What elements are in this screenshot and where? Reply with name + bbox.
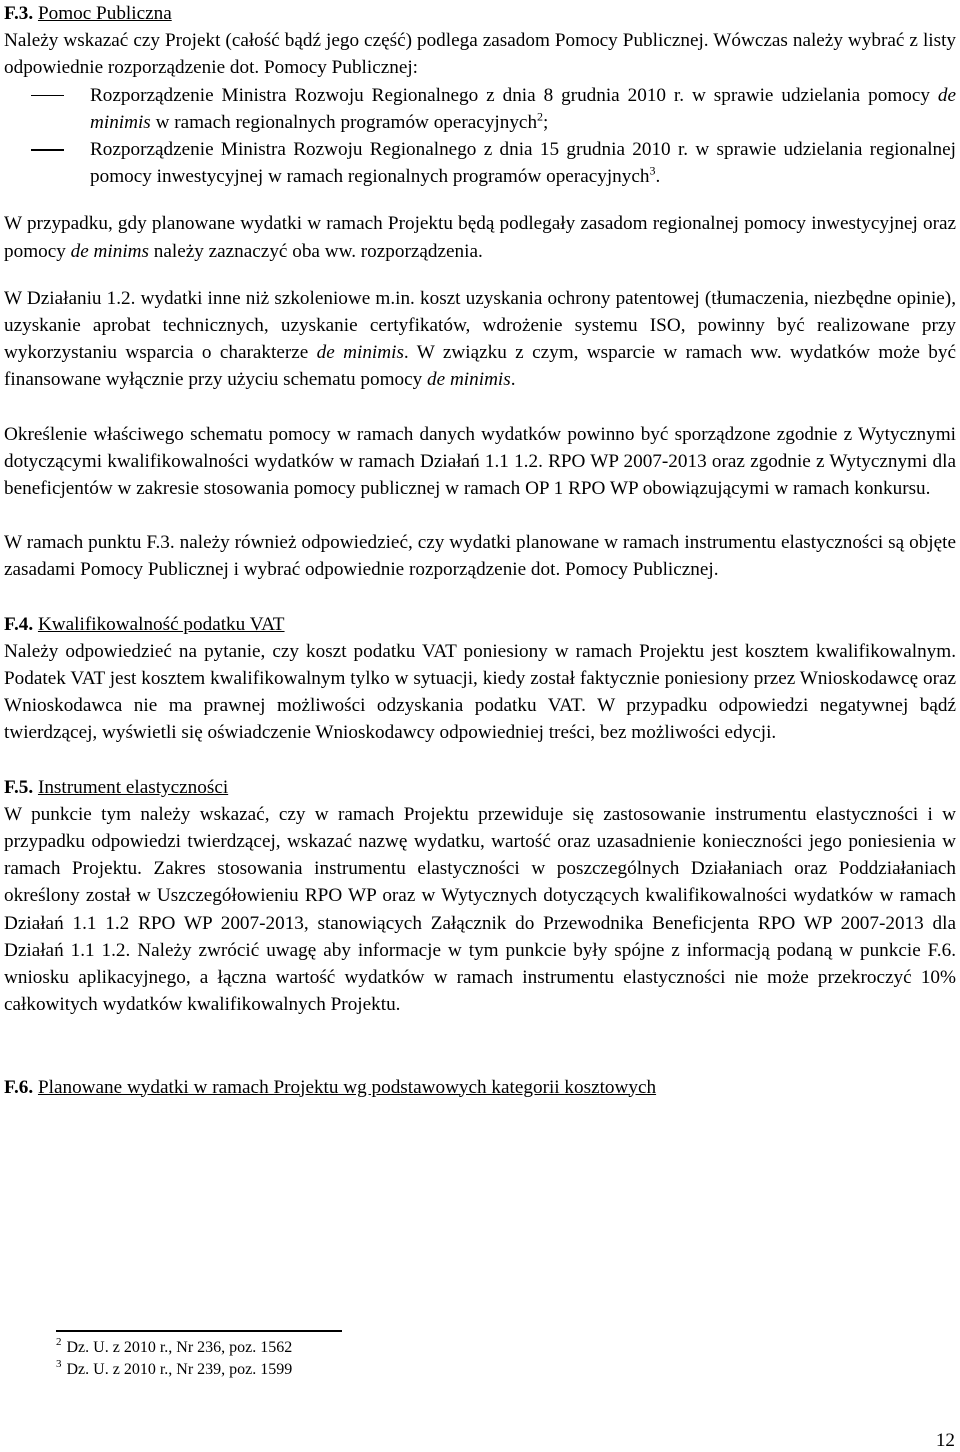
regulation-text: Rozporządzenie Ministra Rozwoju Regionalnego z dnia 15 grudnia 2010 r. w sprawie udzielania regionalnej pomocy inwestycyjnej w ramach regionalnych programów operacyjnych — [90, 139, 956, 188]
footnote-rule — [56, 1330, 342, 1332]
section-f5-body: W punkcie tym należy wskazać, czy w ramach Projektu przewiduje się zastosowanie instrumentu elastyczności i w przypadku odpowiedzi twierdzącej, wskazać nazwę wydatku, wartość oraz uzasadnienie konieczności jego poniesienia w ramach Projektu. Zakres stosowania instrumentu elastyczności w poszczególnych Działaniach oraz Poddziałaniach określony został w Uszczegółowieniu RPO WP oraz w Wytycznych dotyczących kwalifikowalności wydatków w ramach Działań 1.1 1.2 RPO WP 2007-2013, stanowiących Załącznik do Przewodnika Beneficjenta RPO WP 2007-2013 dla Działań 1.1 1.2. Należy zwrócić uwagę aby informacje w tym punkcie były spójne z informacją podaną w punkcie F.6. wniosku aplikacyjnego, a łączna wartość wydatków w ramach instrumentu elastyczności nie może przekroczyć 10% całkowitych wydatków kwalifikowalnych Projektu. — [4, 803, 956, 1016]
section-f5-title: Instrument elastyczności — [37, 776, 229, 798]
regulation-list — [4, 82, 956, 191]
section-f4-title: Kwalifikowalność podatku VAT — [37, 613, 285, 635]
section-f3-intro: Należy wskazać czy Projekt (całość bądź jego część) podlega zasadom Pomocy Publicznej. Wówczas należy wybrać z listy odpowiednie rozporządzenie dot. Pomocy Publicznej: — [4, 30, 956, 79]
section-f5-number: F.5. — [4, 776, 34, 798]
section-f3-number: F.3. — [4, 3, 34, 24]
footnote-text: Dz. U. z 2010 r., Nr 239, poz. 1599 — [66, 1360, 293, 1378]
paragraph-text: . W związku z czym, wsparcie w ramach ww. wydatków może być finansowane wyłącznie przy użyciu schematu pomocy — [4, 342, 956, 391]
section-f6-title: Planowane wydatki w ramach Projektu wg podstawowych kategorii kosztowych — [37, 1076, 657, 1098]
regulation-italic: de minimis — [90, 84, 956, 133]
regulation-end: ; — [543, 111, 549, 133]
footnote-number: 2 — [56, 1336, 62, 1349]
section-f3-title: Pomoc Publiczna — [37, 3, 172, 24]
section-f4-body: Należy odpowiedzieć na pytanie, czy koszt podatku VAT poniesiony w ramach Projektu jest kosztem kwalifikowalnym. Podatek VAT jest kosztem kwalifikowalnym tylko w sytuacji, kiedy został faktycznie poniesiony przez Wnioskodawcę oraz Wnioskodawca nie ma prawnej możliwości odzyskania podatku VAT. W przypadku odpowiedzi negatywnej bądź twierdzącej, wyświetli się oświadczenie Wnioskodawcy odpowiedniej treści, bez możliwości edycji. — [4, 640, 956, 744]
section-f4-number: F.4. — [4, 613, 34, 635]
section-f5-heading — [4, 774, 956, 801]
footnote-number: 3 — [56, 1358, 62, 1371]
section-f6-number: F.6. — [4, 1076, 34, 1098]
regulation-end: . — [655, 166, 661, 188]
regulation-text: w ramach regionalnych programów operacyjnych — [150, 111, 538, 133]
paragraph-text: W Działaniu 1.2. wydatki inne niż szkoleniowe m.in. koszt uzyskania ochrony patentowej (tłumaczenia, niezbędne opinie), uzyskanie aprobat technicznych, uzyskanie certyfikatów, wdrożenie systemu ISO, powinny być realizowane przy wykorzystaniu wsparcia o charakterze — [4, 287, 956, 364]
document-page — [4, 0, 956, 1101]
section-f3-heading — [4, 0, 956, 27]
regulation-text: Rozporządzenie Ministra Rozwoju Regionalnego z dnia 8 grudnia 2010 r. w sprawie udzielania pomocy — [90, 84, 938, 106]
dash-bullet-icon — [31, 149, 64, 151]
page-number: 12 — [935, 1430, 955, 1451]
footnote-item — [56, 1337, 342, 1359]
footnote-item — [56, 1359, 342, 1381]
paragraph-italic: de minimis — [427, 369, 511, 391]
section-f4-heading — [4, 611, 956, 638]
paragraph-italic: de minims — [70, 240, 149, 262]
regulation-item — [4, 82, 956, 136]
footnote-ref: 2 — [537, 109, 544, 124]
paragraph-text: W przypadku, gdy planowane wydatki w ramach Projektu będą podlegały zasadom regionalnej pomocy inwestycyjnej oraz pomocy — [4, 213, 956, 262]
paragraph-flexibility-aid: W ramach punktu F.3. należy również odpowiedzieć, czy wydatki planowane w ramach instrumentu elastyczności są objęte zasadami Pomocy Publicznej i wybrać odpowiednie rozporządzenie dot. Pomocy Publicznej. — [4, 532, 956, 581]
paragraph-text: należy zaznaczyć oba ww. rozporządzenia. — [148, 240, 483, 262]
footnote-text: Dz. U. z 2010 r., Nr 236, poz. 1562 — [66, 1338, 293, 1356]
paragraph-text: . — [510, 369, 516, 391]
regulation-item — [4, 136, 956, 190]
paragraph-action-1-2 — [4, 285, 956, 394]
footnote-ref: 3 — [649, 163, 656, 178]
footnotes — [56, 1330, 342, 1381]
paragraph-both-regulations — [4, 210, 956, 264]
paragraph-aid-scheme: Określenie właściwego schematu pomocy w ramach danych wydatków powinno być sporządzone zgodnie z Wytycznymi dotyczącymi kwalifikowalności wydatków w ramach Działań 1.1 1.2. RPO WP 2007-2013 oraz zgodnie z Wytycznymi dla beneficjentów w zakresie stosowania pomocy publicznej w ramach OP 1 RPO WP obowiązującymi w ramach konkursu. — [4, 423, 956, 500]
section-f6-heading — [4, 1074, 956, 1101]
dash-bullet-icon — [31, 95, 64, 97]
paragraph-italic: de minimis — [316, 342, 404, 364]
